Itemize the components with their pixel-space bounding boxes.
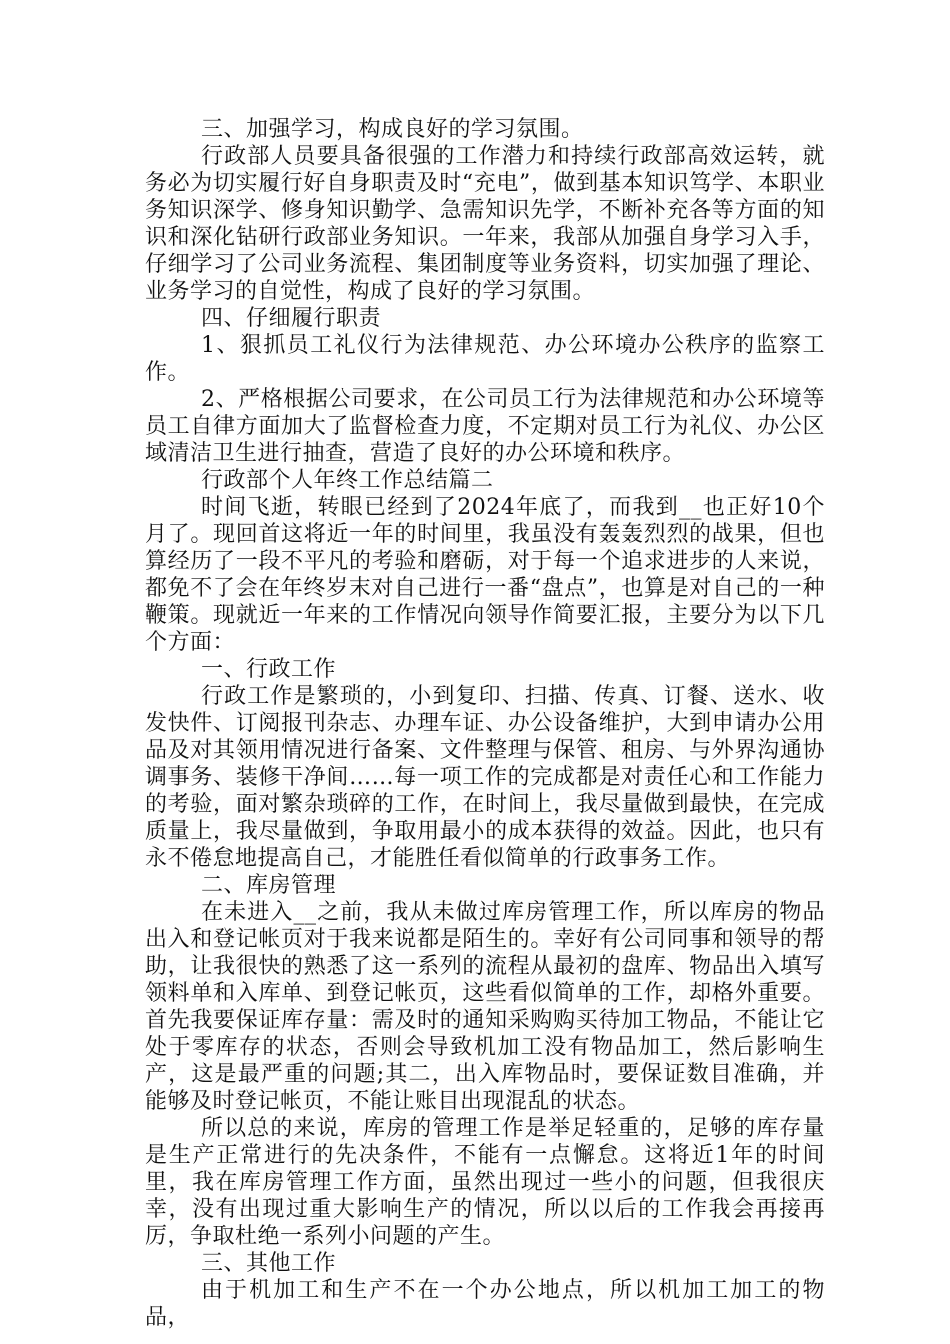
paragraph-learning: 行政部人员要具备很强的工作潜力和持续行政部高效运转，就务必为切实履行好自身职责及时“充电”，做到基本知识笃学、本职业务知识深学、修身知识勤学、急需知识先学，不断补充各等方面的知识和深化钻研行政部业务知识。一年来，我部从加强自身学习入手，仔细学习了公司业务流程、集团制度等业务资料，切实加强了理论、业务学习的自觉性，构成了良好的学习氛围。 — [145, 144, 825, 304]
paragraph-intro: 时间飞逝，转眼已经到了2024年底了，而我到__也正好10个月了。现回首这将近一年的时间里，我虽没有轰轰烈烈的战果，但也算经历了一段不平凡的考验和磨砺，对于每一个追求进步的人来说，都免不了会在年终岁末对自己进行一番“盘点”，也算是对自己的一种鞭策。现就近一年来的工作情况向领导作简要汇报，主要分为以下几个方面： — [145, 495, 825, 655]
section-heading-other: 三、其他工作 — [201, 1251, 337, 1276]
section-heading-learning: 三、加强学习，构成良好的学习氛围。 — [201, 117, 584, 142]
paragraph-warehouse: 在未进入__之前，我从未做过库房管理工作，所以库房的物品出入和登记帐页对于我来说都是陌生的。幸好有公司同事和领导的帮助，让我很快的熟悉了这一系列的流程从最初的盘库、物品出入填写领料单和入库单、到登记帐页，这些看似简单的工作，却格外重要。首先我要保证库存量：需及时的通知采购购买待加工物品，不能让它处于零库存的状态，否则会导致机加工没有物品加工，然后影响生产，这是最严重的问题;其二，出入库物品时，要保证数目准确，并能够及时登记帐页，不能让账目出现混乱的状态。 — [145, 900, 825, 1114]
paragraph-duty-2: 2、严格根据公司要求，在公司员工行为法律规范和办公环境等员工自律方面加大了监督检查力度，不定期对员工行为礼仪、办公区域清洁卫生进行抽查，营造了良好的办公环境和秩序。 — [145, 387, 825, 466]
document-body — [145, 116, 825, 1331]
paragraph-warehouse-summary: 所以总的来说，库房的管理工作是举足轻重的，足够的库存量是生产正常进行的先决条件，不能有一点懈怠。这将近1年的时间里，我在库房管理工作方面，虽然出现过一些小的问题，但我很庆幸，没有出现过重大影响生产的情况，所以以后的工作我会再接再厉，争取杜绝一系列小问题的产生。 — [145, 1116, 825, 1249]
section-heading-admin: 一、行政工作 — [201, 657, 337, 682]
section-heading-duties: 四、仔细履行职责 — [201, 306, 382, 331]
paragraph-duty-1: 1、狠抓员工礼仪行为法律规范、办公环境办公秩序的监察工作。 — [145, 333, 825, 385]
section-heading-warehouse: 二、库房管理 — [201, 873, 337, 898]
article-title-part-two: 行政部个人年终工作总结篇二 — [201, 468, 494, 493]
paragraph-other: 由于机加工和生产不在一个办公地点，所以机加工加工的物品， — [145, 1278, 825, 1330]
paragraph-admin: 行政工作是繁琐的，小到复印、扫描、传真、订餐、送水、收发快件、订阅报刊杂志、办理车证、办公设备维护，大到申请办公用品及对其领用情况进行备案、文件整理与保管、租房、与外界沟通协调事务、装修干净间……每一项工作的完成都是对责任心和工作能力的考验，面对繁杂琐碎的工作，在时间上，我尽量做到最快，在完成质量上，我尽量做到，争取用最小的成本获得的效益。因此，也只有永不倦怠地提高自己，才能胜任看似简单的行政事务工作。 — [145, 684, 825, 871]
